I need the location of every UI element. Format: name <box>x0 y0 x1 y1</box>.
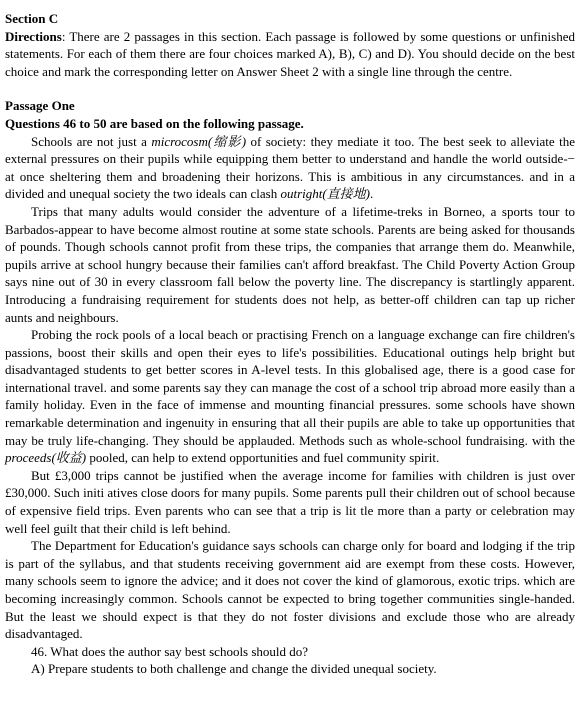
question-46-option-a: A) Prepare students to both challenge and change the divided unequal society. <box>31 661 437 677</box>
paragraph-1: Schools are not just a microcosm(缩影) of society: they mediate it too. The best seek to alleviate the external pressures on their pupils while equipping them better to understand and handle the world outside-− at once sheltering them and broadening their horizons. This is ambitious in any circumstances. and in a divided and unequal society the two ideals can clash outright(直接地). <box>5 133 575 202</box>
directions-text: : There are 2 passages in this section. Each passage is followed by some questions or unfinished statements. For each of them there are four choices marked A), B), C) and D). You should decide on the best choice and mark the corresponding letter on Answer Sheet 2 with a single line through the centre. <box>5 28 575 79</box>
glossed-term-microcosm: microcosm(缩影) <box>151 133 247 149</box>
section-title: Section C <box>5 11 59 26</box>
paragraph-5: The Department for Education's guidance says schools can charge only for board and lodging if the trip is part of the syllabus, and that students receiving government aid are exempt from these costs. However, many schools seem to ignore the advice; and it does not cover the kind of glamorous, exotic trips. which are becoming increasingly common. Schools cannot be expected to bring together communities single-handed. But the least we should expect is that they do not foster divisions and exclude those who are already disadvantaged. <box>5 538 575 642</box>
directions-label: Directions <box>5 28 62 44</box>
question-46: 46. What does the author say best schools should do? <box>31 643 309 659</box>
passage-title: Passage One <box>5 98 75 114</box>
paragraph-2: Trips that many adults would consider the adventure of a lifetime-treks in Borneo, a sports tour to Barbados-appear to have become almost routine at some state schools. Parents are being asked for thousands of pounds. Though schools cannot profit from these trips, the companies that arrange them do. Meanwhile, pupils arrive at school hungry because their families can't afford breakfast. The Child Poverty Action Group says nine out of 30 in every classroom fall below the poverty line. The discrepancy is startlingly apparent. Introducing a fundraising requirement for students does not help, as better-off children can tap up richer aunts and neighbours. <box>5 203 575 325</box>
directions <box>5 28 575 81</box>
paragraph-3: Probing the rock pools of a local beach or practising French on a language exchange can fire children's passions, boost their skills and open their eyes to life's possibilities. Educational outings help bright but disadvantaged students to get better scores in A-level tests. In this globalised age, there is a good case for international travel. and some parents say they can manage the cost of a school trip abroad more easily than a family holiday. Even in the face of immense and mounting financial pressures. some schools have shown remarkable determination and ingenuity in ensuring that all their pupils are able to take up opportunities that may be truly life-changing. They should be applauded. Methods such as whole-school fundraising. with the proceeds(收益) pooled, can help to extend opportunities and fuel community spirit. <box>5 327 575 466</box>
paragraph-4: But £3,000 trips cannot be justified when the average income for families with children is just over £30,000. Such initi atives close doors for many pupils. Some parents pull their children out of school because of expensive field trips. Even parents who can see that a trip is lit tle more than a party or celebration may well feel guilt that their child is left behind. <box>5 467 575 536</box>
glossed-term-outright: outright(直接地) <box>280 186 371 202</box>
glossed-term-proceeds: proceeds(收益) <box>5 450 87 466</box>
spacer <box>5 80 575 97</box>
questions-heading: Questions 46 to 50 are based on the following passage. <box>5 115 304 131</box>
